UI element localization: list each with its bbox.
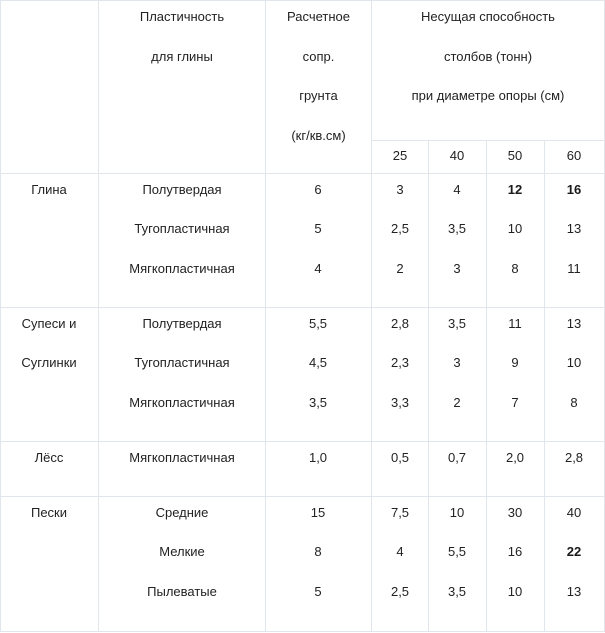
capacity-cell: 2,0	[505, 450, 525, 465]
header-capacity-line: при диаметре опоры (см)	[411, 88, 565, 103]
capacity-cell: 3	[453, 355, 461, 370]
capacity-cell: 2,5	[390, 584, 410, 599]
capacity-cell: 3,5	[447, 221, 467, 236]
capacity-cell: 0,7	[447, 450, 467, 465]
capacity-cell: 5,5	[447, 544, 467, 559]
header-divider	[0, 173, 605, 174]
group-divider	[0, 496, 605, 497]
capacity-cell: 11	[508, 316, 522, 331]
resistance-cell: 5	[314, 584, 322, 599]
plasticity-cell: Полутвердая	[142, 182, 222, 197]
header-capacity	[372, 10, 604, 129]
plasticity-cell: Пылеватые	[147, 584, 217, 599]
capacity-cell: 10	[507, 584, 523, 599]
header-resistance-line: Расчетное	[287, 9, 350, 24]
capacity-cell: 4	[453, 182, 461, 197]
soil-type: Пески	[30, 505, 68, 520]
group-divider	[0, 307, 605, 308]
plasticity-cell: Тугопластичная	[134, 221, 230, 236]
plasticity-cell: Мелкие	[159, 544, 205, 559]
column-divider	[98, 0, 99, 632]
capacity-cell: 3,3	[390, 395, 410, 410]
capacity-cell: 10	[449, 505, 465, 520]
soil-type: Лёсс	[34, 450, 64, 465]
capacity-cell: 3,5	[447, 316, 467, 331]
plasticity-cell: Тугопластичная	[134, 355, 230, 370]
header-resistance-line: (кг/кв.см)	[291, 127, 346, 143]
capacity-cell: 7,5	[390, 505, 410, 520]
resistance-cell: 6	[314, 182, 322, 197]
diameter-header: 60	[566, 148, 582, 163]
resistance-cell: 5	[314, 221, 322, 236]
capacity-cell: 10	[507, 221, 523, 236]
column-divider	[486, 140, 487, 632]
table-border-bottom	[0, 631, 605, 632]
diameter-header-divider	[371, 140, 605, 141]
soil-type: Супеси и	[21, 316, 77, 331]
capacity-cell: 13	[566, 584, 582, 599]
capacity-cell: 9	[511, 355, 519, 370]
table-border-top	[0, 0, 605, 1]
capacity-cell: 8	[570, 395, 578, 410]
resistance-cell: 1,0	[308, 450, 328, 465]
soil-type: Суглинки	[21, 355, 77, 370]
header-capacity-line: Несущая способность	[421, 9, 555, 24]
capacity-cell: 2,5	[390, 221, 410, 236]
resistance-cell: 15	[310, 505, 326, 520]
header-plasticity-line: для глины	[151, 48, 213, 64]
resistance-cell: 4	[314, 261, 322, 276]
resistance-cell: 5,5	[308, 316, 328, 331]
capacity-cell: 3,5	[447, 584, 467, 599]
capacity-cell: 30	[507, 505, 523, 520]
column-divider	[428, 140, 429, 632]
capacity-cell: 2	[396, 261, 404, 276]
capacity-cell: 4	[396, 544, 404, 559]
diameter-header: 40	[449, 148, 465, 163]
capacity-cell: 7	[511, 395, 519, 410]
capacity-cell: 40	[566, 505, 582, 520]
capacity-cell: 10	[566, 355, 582, 370]
diameter-header: 25	[392, 148, 408, 163]
header-plasticity	[99, 10, 265, 89]
capacity-cell: 13	[566, 316, 582, 331]
plasticity-cell: Мягкопластичная	[129, 395, 235, 410]
plasticity-cell: Средние	[155, 505, 209, 520]
capacity-cell: 8	[511, 261, 519, 276]
capacity-cell: 16	[566, 182, 582, 197]
capacity-cell: 11	[567, 261, 581, 276]
header-capacity-line: столбов (тонн)	[443, 48, 533, 64]
capacity-cell: 12	[507, 182, 523, 197]
header-plasticity-line: Пластичность	[139, 9, 225, 24]
capacity-cell: 13	[566, 221, 582, 236]
capacity-cell: 22	[566, 544, 582, 559]
diameter-header: 50	[507, 148, 523, 163]
soil-type: Глина	[31, 182, 67, 197]
capacity-cell: 2	[453, 395, 461, 410]
header-resistance-line: сопр.	[302, 48, 335, 64]
column-divider	[544, 140, 545, 632]
capacity-cell: 3	[396, 182, 404, 197]
table-border-left	[0, 0, 1, 632]
header-resistance	[266, 10, 371, 168]
header-resistance-line: грунта	[299, 88, 338, 103]
resistance-cell: 8	[314, 544, 322, 559]
resistance-cell: 4,5	[308, 355, 328, 370]
resistance-cell: 3,5	[308, 395, 328, 410]
plasticity-cell: Полутвердая	[142, 316, 222, 331]
group-divider	[0, 441, 605, 442]
plasticity-cell: Мягкопластичная	[129, 261, 235, 276]
capacity-cell: 2,8	[390, 316, 410, 331]
plasticity-cell: Мягкопластичная	[129, 450, 235, 465]
capacity-cell: 16	[507, 544, 523, 559]
capacity-cell: 2,3	[390, 355, 410, 370]
capacity-cell: 0,5	[390, 450, 410, 465]
capacity-cell: 3	[453, 261, 461, 276]
capacity-cell: 2,8	[564, 450, 584, 465]
